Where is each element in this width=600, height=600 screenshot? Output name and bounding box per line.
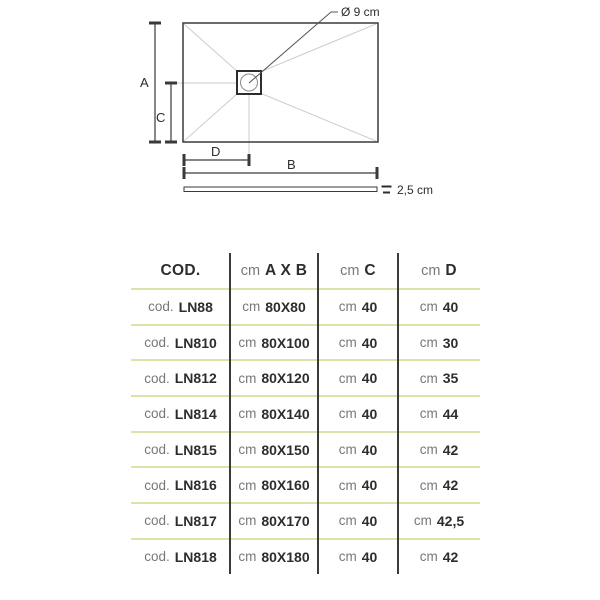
table-row: [131, 395, 480, 431]
cell-d: [398, 468, 480, 502]
table-header-row: [131, 253, 480, 288]
cell-d-value: 42,5: [436, 512, 465, 529]
cell-d: [398, 290, 480, 324]
cell-cod-prefix: cod.: [148, 299, 174, 315]
table-row: [131, 538, 480, 574]
cell-c-prefix: cm: [338, 549, 357, 565]
header-cod-label: COD.: [160, 261, 201, 279]
cell-d: [398, 433, 480, 467]
header-c: [318, 253, 398, 288]
cell-d-prefix: cm: [419, 442, 438, 458]
cell-c-value: 40: [361, 441, 378, 458]
cell-cod-value: LN815: [174, 441, 217, 458]
header-axb: [230, 253, 318, 288]
cell-axb: [230, 290, 318, 324]
cell-cod-value: LN812: [174, 370, 217, 387]
cell-d-prefix: cm: [419, 299, 438, 315]
table-row: [131, 288, 480, 324]
cell-cod-value: LN818: [174, 548, 217, 565]
cell-cod-prefix: cod.: [144, 477, 170, 493]
header-cod: [131, 253, 230, 288]
cell-c: [318, 540, 398, 574]
cell-axb-prefix: cm: [238, 370, 257, 386]
cell-c: [318, 504, 398, 538]
dim-b-label: B: [287, 157, 296, 172]
cell-c-prefix: cm: [338, 406, 357, 422]
cell-cod-value: LN814: [174, 405, 217, 422]
cell-c-prefix: cm: [338, 335, 357, 351]
cell-c-value: 40: [361, 370, 378, 387]
cell-axb-value: 80X80: [265, 298, 306, 315]
table-row: [131, 359, 480, 395]
dim-b-line: [184, 167, 377, 179]
cell-cod: [131, 540, 230, 574]
cell-c: [318, 468, 398, 502]
cell-cod-prefix: cod.: [144, 370, 170, 386]
header-c-label: C: [364, 261, 376, 279]
cell-axb: [230, 361, 318, 395]
cell-axb-prefix: cm: [238, 513, 257, 529]
cell-d-prefix: cm: [413, 513, 432, 529]
dim-c-line: [165, 83, 177, 142]
cell-c-value: 40: [361, 477, 378, 494]
table-row: [131, 466, 480, 502]
cell-c-prefix: cm: [338, 442, 357, 458]
cell-axb: [230, 540, 318, 574]
cell-d: [398, 504, 480, 538]
cell-d-value: 30: [442, 334, 459, 351]
cell-c: [318, 433, 398, 467]
thickness-dimension-icon: [382, 187, 392, 193]
cell-axb: [230, 326, 318, 360]
cell-c-value: 40: [361, 334, 378, 351]
cell-cod-prefix: cod.: [144, 442, 170, 458]
cell-cod-value: LN810: [174, 334, 217, 351]
cell-c-prefix: cm: [338, 299, 357, 315]
cell-d-prefix: cm: [419, 477, 438, 493]
cell-axb-value: 80X150: [261, 441, 310, 458]
header-axb-label: A X B: [265, 261, 308, 279]
header-d: [398, 253, 480, 288]
cell-cod: [131, 290, 230, 324]
cell-axb-value: 80X100: [261, 334, 310, 351]
cell-axb-value: 80X170: [261, 512, 310, 529]
cell-c-value: 40: [361, 405, 378, 422]
drain-diameter-label: Ø 9 cm: [341, 5, 380, 19]
cell-d-value: 42: [442, 477, 459, 494]
cell-c-value: 40: [361, 298, 378, 315]
cell-axb-prefix: cm: [238, 335, 257, 351]
cell-cod: [131, 361, 230, 395]
cell-d-prefix: cm: [419, 370, 438, 386]
cell-c: [318, 326, 398, 360]
cell-cod: [131, 504, 230, 538]
cell-d-value: 40: [442, 298, 459, 315]
cell-d: [398, 326, 480, 360]
cell-axb: [230, 433, 318, 467]
tray-side-profile: [184, 187, 377, 192]
cell-cod-prefix: cod.: [144, 513, 170, 529]
cell-axb-prefix: cm: [238, 406, 257, 422]
cell-d-value: 42: [442, 441, 459, 458]
table-row: [131, 324, 480, 360]
cell-cod-value: LN817: [174, 512, 217, 529]
cell-cod-prefix: cod.: [144, 549, 170, 565]
cell-cod: [131, 326, 230, 360]
cell-d: [398, 540, 480, 574]
table-row: [131, 431, 480, 467]
cell-d-prefix: cm: [419, 335, 438, 351]
column-separator: [317, 253, 319, 574]
header-axb-unit: cm: [240, 262, 261, 279]
cell-d-value: 44: [442, 405, 459, 422]
header-d-label: D: [445, 261, 457, 279]
cell-axb-value: 80X120: [261, 370, 310, 387]
cell-axb-value: 80X180: [261, 548, 310, 565]
cell-cod-prefix: cod.: [144, 406, 170, 422]
cell-axb-value: 80X140: [261, 405, 310, 422]
cell-axb: [230, 504, 318, 538]
cell-c: [318, 397, 398, 431]
cell-axb-prefix: cm: [238, 549, 257, 565]
cell-cod: [131, 468, 230, 502]
cell-axb: [230, 397, 318, 431]
cell-c-prefix: cm: [338, 477, 357, 493]
cell-cod-value: LN816: [174, 477, 217, 494]
cell-axb-value: 80X160: [261, 477, 310, 494]
dim-c-label: C: [156, 110, 166, 125]
cell-axb-prefix: cm: [238, 442, 257, 458]
cell-cod: [131, 397, 230, 431]
drain-slope-lines: [171, 24, 376, 160]
cell-d-prefix: cm: [419, 406, 438, 422]
cell-axb-prefix: cm: [238, 477, 257, 493]
cell-d-value: 35: [442, 370, 459, 387]
thickness-label: 2,5 cm: [397, 183, 434, 197]
dim-a-label: A: [140, 75, 149, 90]
cell-axb-prefix: cm: [242, 299, 261, 315]
technical-drawing: [0, 0, 600, 225]
dim-d-label: D: [211, 144, 221, 159]
spec-table: [131, 253, 480, 574]
header-d-unit: cm: [421, 262, 441, 279]
cell-axb: [230, 468, 318, 502]
column-separator: [397, 253, 399, 574]
cell-d: [398, 361, 480, 395]
cell-c-prefix: cm: [338, 370, 357, 386]
cell-cod: [131, 433, 230, 467]
header-c-unit: cm: [340, 262, 360, 279]
cell-cod-prefix: cod.: [144, 335, 170, 351]
table-row: [131, 502, 480, 538]
cell-d-prefix: cm: [419, 549, 438, 565]
cell-c: [318, 361, 398, 395]
cell-c: [318, 290, 398, 324]
cell-c-prefix: cm: [338, 513, 357, 529]
cell-c-value: 40: [361, 548, 378, 565]
cell-d: [398, 397, 480, 431]
column-separator: [229, 253, 231, 574]
cell-d-value: 42: [442, 548, 459, 565]
cell-cod-value: LN88: [178, 298, 213, 315]
cell-c-value: 40: [361, 512, 378, 529]
table-body: [131, 288, 480, 574]
